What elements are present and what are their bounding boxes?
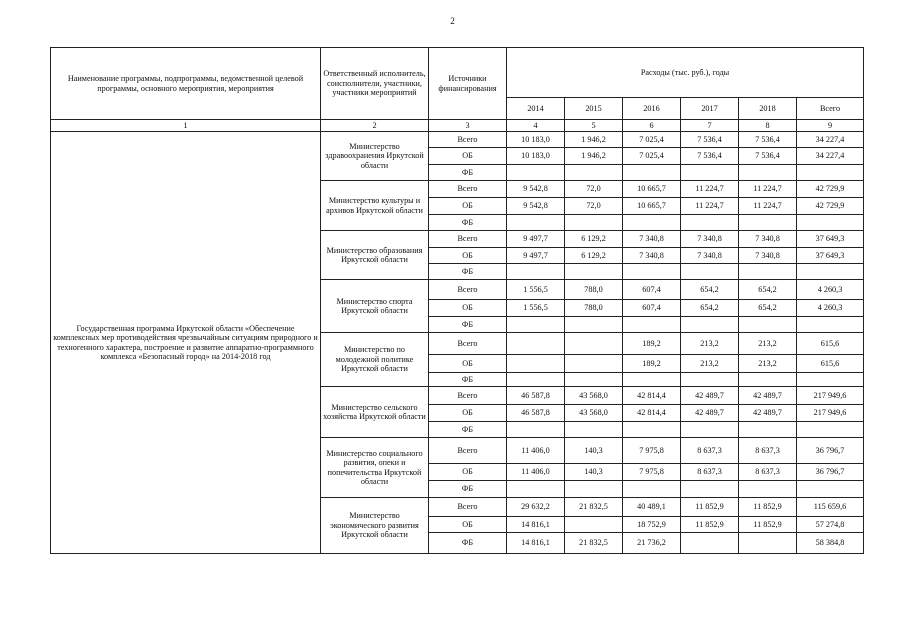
year-value-cell: 213,2 [739,355,797,373]
year-value-cell: 9 542,8 [507,181,565,198]
column-number: 3 [429,120,507,132]
program-name-cell: Государственная программа Иркутской области «Обеспечение комплексных мер противодействия чрезвычайным ситуациям природного и техногенного характера, построение и развитие аппаратно-программного комплекса «Безопасный город» на 2014-2018 год [51,132,321,554]
year-value-cell [507,422,565,438]
executor-cell: Министерство образования Иркутской области [321,231,429,280]
funding-source-cell: ОБ [429,248,507,264]
year-value-cell [565,215,623,231]
year-value-cell: 7 340,8 [623,231,681,248]
year-value-cell: 140,3 [565,464,623,481]
total-value-cell: 217 949,6 [797,387,864,405]
executor-cell: Министерство здравоохранения Иркутской области [321,132,429,181]
year-value-cell: 189,2 [623,355,681,373]
year-header: 2018 [739,98,797,120]
executor-cell: Министерство экономического развития Иркутской области [321,498,429,554]
year-value-cell: 140,3 [565,438,623,464]
year-value-cell: 7 536,4 [739,148,797,165]
year-value-cell [507,355,565,373]
header-row [51,48,864,98]
year-value-cell [623,215,681,231]
total-value-cell: 42 729,9 [797,181,864,198]
year-value-cell: 7 340,8 [739,231,797,248]
year-value-cell: 10 665,7 [623,181,681,198]
year-value-cell [507,165,565,181]
funding-source-cell: ФБ [429,533,507,554]
year-value-cell [739,165,797,181]
year-value-cell: 11 852,9 [681,517,739,533]
year-value-cell: 42 489,7 [681,405,739,422]
funding-source-cell: ОБ [429,464,507,481]
year-value-cell: 654,2 [681,280,739,300]
total-value-cell: 36 796,7 [797,438,864,464]
year-value-cell: 11 852,9 [681,498,739,517]
year-value-cell: 11 224,7 [681,181,739,198]
year-value-cell [565,373,623,387]
funding-source-cell: ФБ [429,264,507,280]
executor-cell: Министерство социального развития, опеки и попечительства Иркутской области [321,438,429,498]
year-value-cell: 8 637,3 [681,438,739,464]
total-value-cell: 37 649,3 [797,231,864,248]
column-number: 1 [51,120,321,132]
column-numbers-row [51,120,864,132]
year-value-cell [507,317,565,333]
year-value-cell: 21 832,5 [565,533,623,554]
funding-source-cell: Всего [429,280,507,300]
year-value-cell: 14 816,1 [507,517,565,533]
year-value-cell: 11 852,9 [739,498,797,517]
year-value-cell: 1 556,5 [507,300,565,317]
year-value-cell: 7 536,4 [681,148,739,165]
year-value-cell: 7 340,8 [623,248,681,264]
year-value-cell: 7 340,8 [681,231,739,248]
year-value-cell [507,373,565,387]
year-value-cell [681,422,739,438]
year-value-cell [739,373,797,387]
year-value-cell [565,264,623,280]
year-value-cell [565,355,623,373]
year-value-cell: 607,4 [623,280,681,300]
year-value-cell [507,215,565,231]
year-value-cell: 654,2 [739,300,797,317]
year-value-cell: 7 025,4 [623,148,681,165]
year-header: 2014 [507,98,565,120]
total-value-cell: 4 260,3 [797,300,864,317]
year-value-cell: 42 489,7 [739,405,797,422]
year-value-cell: 46 587,8 [507,387,565,405]
header-name: Наименование программы, подпрограммы, ведомственной целевой программы, основного мероприятия, мероприятия [51,48,321,120]
year-value-cell: 1 946,2 [565,148,623,165]
year-value-cell: 607,4 [623,300,681,317]
funding-source-cell: Всего [429,132,507,148]
year-value-cell: 11 224,7 [739,181,797,198]
year-value-cell [739,422,797,438]
year-value-cell [565,481,623,498]
total-header: Всего [797,98,864,120]
year-value-cell [739,215,797,231]
year-value-cell: 7 536,4 [681,132,739,148]
year-value-cell: 7 975,8 [623,464,681,481]
budget-table [50,47,864,554]
year-value-cell: 21 832,5 [565,498,623,517]
funding-source-cell: ОБ [429,405,507,422]
year-value-cell [565,333,623,355]
year-value-cell [681,215,739,231]
executor-cell: Министерство сельского хозяйства Иркутской области [321,387,429,438]
funding-source-cell: Всего [429,438,507,464]
year-value-cell [739,264,797,280]
funding-source-cell: Всего [429,181,507,198]
total-value-cell [797,165,864,181]
column-number: 5 [565,120,623,132]
executor-cell: Министерство по молодежной политике Иркутской области [321,333,429,387]
total-value-cell [797,215,864,231]
year-value-cell: 43 568,0 [565,405,623,422]
year-value-cell: 11 852,9 [739,517,797,533]
year-value-cell: 29 632,2 [507,498,565,517]
year-value-cell: 7 340,8 [681,248,739,264]
column-number: 9 [797,120,864,132]
funding-source-cell: ОБ [429,198,507,215]
year-value-cell [623,317,681,333]
year-value-cell: 10 183,0 [507,132,565,148]
year-value-cell: 7 975,8 [623,438,681,464]
total-value-cell: 615,6 [797,333,864,355]
year-value-cell [681,317,739,333]
funding-source-cell: Всего [429,231,507,248]
year-value-cell: 46 587,8 [507,405,565,422]
year-value-cell: 42 489,7 [739,387,797,405]
year-value-cell: 7 025,4 [623,132,681,148]
funding-source-cell: ОБ [429,517,507,533]
year-value-cell: 788,0 [565,280,623,300]
year-value-cell: 8 637,3 [739,464,797,481]
funding-source-cell: ФБ [429,165,507,181]
year-value-cell: 654,2 [739,280,797,300]
total-value-cell: 42 729,9 [797,198,864,215]
year-value-cell: 42 489,7 [681,387,739,405]
year-value-cell: 7 536,4 [739,132,797,148]
executor-cell: Министерство культуры и архивов Иркутской области [321,181,429,231]
year-value-cell [565,317,623,333]
total-value-cell: 36 796,7 [797,464,864,481]
year-value-cell: 9 497,7 [507,231,565,248]
funding-source-cell: ОБ [429,355,507,373]
column-number: 7 [681,120,739,132]
total-value-cell: 58 384,8 [797,533,864,554]
header-source: Источники финансирования [429,48,507,120]
year-value-cell [739,481,797,498]
year-value-cell [681,165,739,181]
total-value-cell: 37 649,3 [797,248,864,264]
year-value-cell: 213,2 [681,333,739,355]
year-value-cell [623,422,681,438]
funding-source-cell: ФБ [429,215,507,231]
year-value-cell [507,264,565,280]
total-value-cell [797,373,864,387]
total-value-cell: 217 949,6 [797,405,864,422]
total-value-cell [797,264,864,280]
year-value-cell [623,481,681,498]
table-row [51,132,864,148]
year-value-cell [507,481,565,498]
year-value-cell: 213,2 [739,333,797,355]
year-value-cell: 9 497,7 [507,248,565,264]
year-value-cell: 6 129,2 [565,231,623,248]
year-value-cell [565,517,623,533]
total-value-cell: 4 260,3 [797,280,864,300]
total-value-cell: 57 274,8 [797,517,864,533]
year-value-cell: 14 816,1 [507,533,565,554]
year-value-cell: 11 224,7 [739,198,797,215]
year-value-cell: 788,0 [565,300,623,317]
year-value-cell [507,333,565,355]
year-value-cell: 72,0 [565,181,623,198]
year-value-cell: 10 183,0 [507,148,565,165]
funding-source-cell: Всего [429,387,507,405]
funding-source-cell: ФБ [429,481,507,498]
year-value-cell [681,481,739,498]
total-value-cell: 34 227,4 [797,132,864,148]
year-value-cell: 43 568,0 [565,387,623,405]
year-value-cell: 7 340,8 [739,248,797,264]
year-value-cell: 42 814,4 [623,387,681,405]
year-value-cell: 72,0 [565,198,623,215]
year-value-cell: 11 406,0 [507,464,565,481]
header-expenses: Расходы (тыс. руб.), годы [507,48,864,98]
year-value-cell: 10 665,7 [623,198,681,215]
year-value-cell [739,533,797,554]
year-value-cell: 40 489,1 [623,498,681,517]
funding-source-cell: ОБ [429,300,507,317]
funding-source-cell: ФБ [429,422,507,438]
year-value-cell: 18 752,9 [623,517,681,533]
column-number: 8 [739,120,797,132]
year-value-cell: 9 542,8 [507,198,565,215]
year-value-cell [623,264,681,280]
total-value-cell: 615,6 [797,355,864,373]
year-value-cell: 8 637,3 [681,464,739,481]
executor-cell: Министерство спорта Иркутской области [321,280,429,333]
funding-source-cell: Всего [429,498,507,517]
funding-source-cell: ОБ [429,148,507,165]
year-value-cell: 42 814,4 [623,405,681,422]
year-header: 2017 [681,98,739,120]
year-value-cell [681,533,739,554]
year-value-cell: 6 129,2 [565,248,623,264]
year-value-cell [623,373,681,387]
funding-source-cell: ФБ [429,317,507,333]
funding-source-cell: Всего [429,333,507,355]
total-value-cell [797,317,864,333]
funding-source-cell: ФБ [429,373,507,387]
year-value-cell: 11 406,0 [507,438,565,464]
year-value-cell: 1 946,2 [565,132,623,148]
year-value-cell [565,422,623,438]
year-value-cell: 11 224,7 [681,198,739,215]
year-value-cell [681,264,739,280]
year-value-cell: 8 637,3 [739,438,797,464]
column-number: 2 [321,120,429,132]
year-value-cell: 213,2 [681,355,739,373]
year-value-cell: 654,2 [681,300,739,317]
year-value-cell: 1 556,5 [507,280,565,300]
year-value-cell [623,165,681,181]
year-header: 2015 [565,98,623,120]
total-value-cell: 34 227,4 [797,148,864,165]
year-value-cell: 21 736,2 [623,533,681,554]
page-number: 2 [450,16,455,26]
column-number: 6 [623,120,681,132]
year-value-cell [739,317,797,333]
year-value-cell [681,373,739,387]
year-header: 2016 [623,98,681,120]
total-value-cell: 115 659,6 [797,498,864,517]
year-value-cell [565,165,623,181]
header-executor: Ответственный исполнитель, соисполнители, участники, участники мероприятий [321,48,429,120]
total-value-cell [797,422,864,438]
column-number: 4 [507,120,565,132]
year-value-cell: 189,2 [623,333,681,355]
total-value-cell [797,481,864,498]
